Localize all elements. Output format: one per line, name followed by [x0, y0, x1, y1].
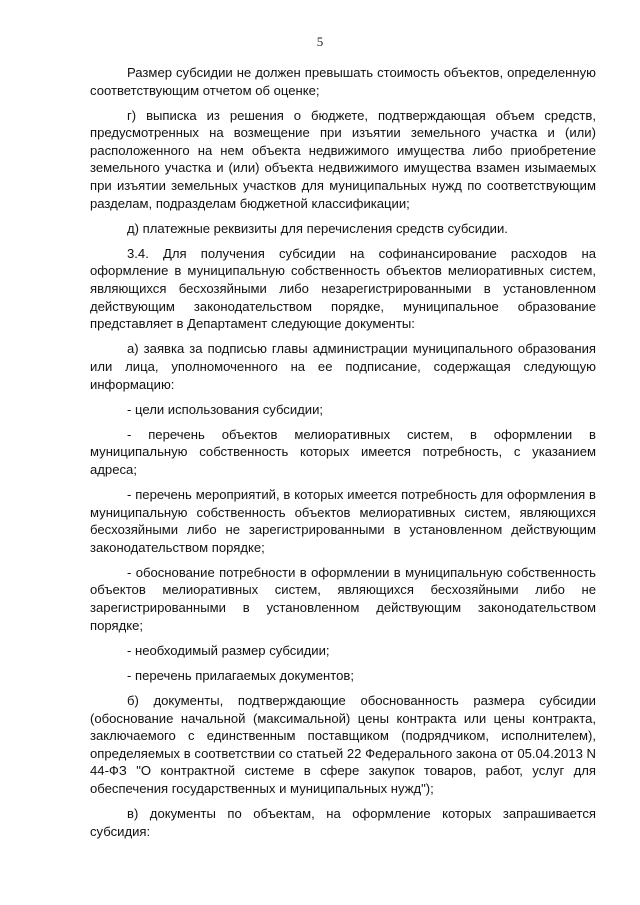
paragraph-item-a-application: а) заявка за подписью главы администрации муниципального образования или лица, уполномоченного на ее подписание, содержащая следующую информацию: [90, 341, 596, 392]
list-item-subsidy-amount: - необходимый размер субсидии; [127, 642, 330, 658]
paragraph-item-d-payment-details: д) платежные реквизиты для перечисления средств субсидии. [127, 220, 508, 236]
list-item-measures-list: - перечень мероприятий, в которых имеется потребность для оформления в муниципальную собственность объектов мелиоративных систем, являющихся бесхозяйными либо не зарегистрированными в установленном действующим законодательством порядке; [90, 486, 596, 555]
paragraph-section-3-4: 3.4. Для получения субсидии на софинансирование расходов на оформление в муниципальную собственность объектов мелиоративных систем, являющихся бесхозяйными либо незарегистрированными в установленном действующим законодательством порядке, муниципальное образование представляет в Департамент следующие документы: [90, 245, 596, 332]
document-body [90, 64, 596, 840]
paragraph-item-b-justification-documents: б) документы, подтверждающие обоснованность размера субсидии (обоснование начальной (максимальной) цены контракта или цены контракта, заключаемого с единственным поставщиком (подрядчиком, исполнителем), определяемых в соответствии со статьей 22 Федерального закона от 05.04.2013 N 44-ФЗ "О контрактной системе в сфере закупок товаров, работ, услуг для обеспечения государственных и муниципальных нужд"); [90, 692, 596, 796]
list-item-need-justification: - обоснование потребности в оформлении в муниципальную собственность объектов мелиоративных систем, являющихся бесхозяйными либо не зарегистрированными в установленном действующим законодательством порядке; [90, 564, 596, 633]
paragraph-subsidy-limit: Размер субсидии не должен превышать стоимость объектов, определенную соответствующим отчетом об оценке; [90, 65, 596, 98]
paragraph-item-g-budget-extract: г) выписка из решения о бюджете, подтверждающая объем средств, предусмотренных на возмещение при изъятии земельного участка и (или) расположенного на нем объекта недвижимого имущества либо приобретение земельного участка и (или) объекта недвижимого имущества взамен изымаемых при изъятии земельных участков для муниципальных нужд по соответствующим разделам, подразделам бюджетной классификации; [90, 107, 596, 211]
list-item-subsidy-purposes: - цели использования субсидии; [127, 401, 324, 417]
list-item-attached-documents: - перечень прилагаемых документов; [127, 667, 354, 683]
list-item-object-list: - перечень объектов мелиоративных систем, в оформлении в муниципальную собственность которых имеется потребность, с указанием адреса; [90, 426, 596, 477]
page-number: 5 [316, 34, 324, 49]
paragraph-item-v-object-documents: в) документы по объектам, на оформление которых запрашивается субсидия: [90, 805, 596, 839]
